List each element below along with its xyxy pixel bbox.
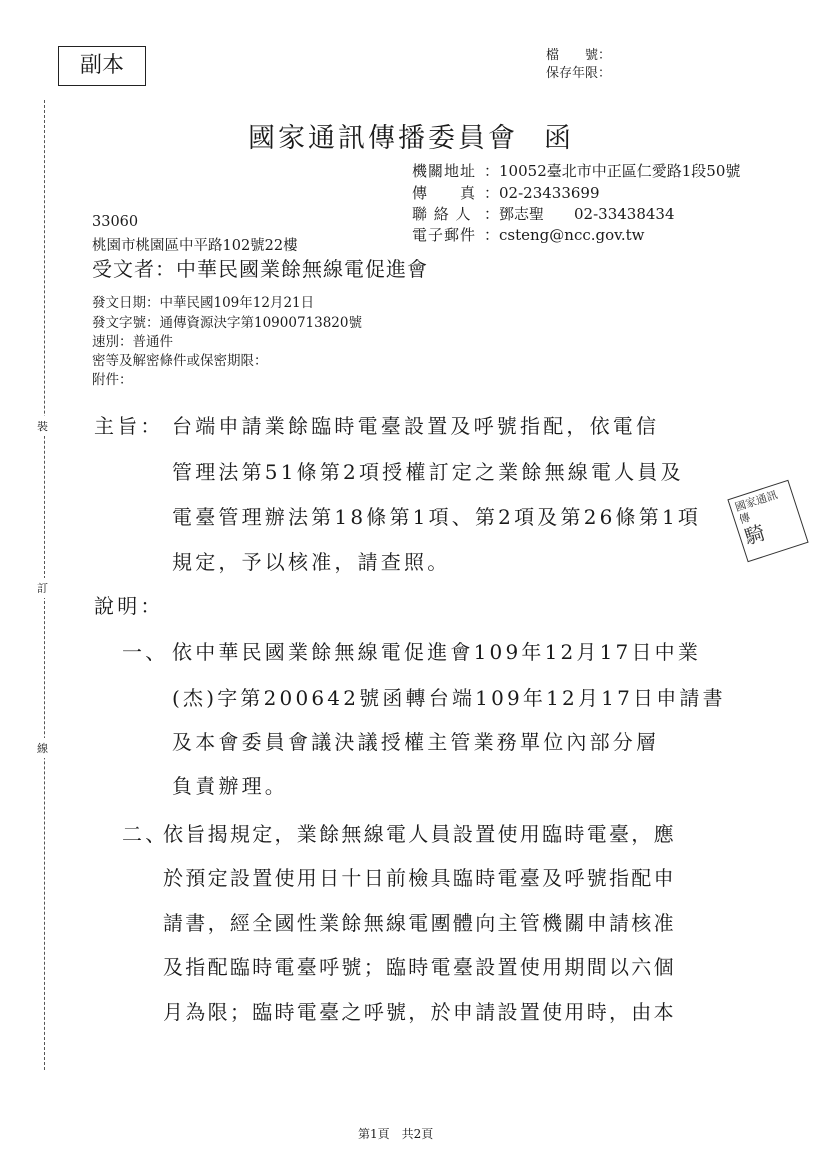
stamp-text: 國家通訊傳 (733, 488, 780, 527)
copy-stamp-box: 副本 (58, 46, 146, 86)
page-footer: 第1頁 共2頁 (358, 1127, 434, 1141)
issue-date: 發文日期：中華民國109年12月21日 (92, 295, 315, 311)
contact-value: 10052臺北市中正區仁愛路1段50號 (499, 162, 741, 180)
item-line: 於預定設置使用日十日前檢具臨時電臺及呼號指配申 (163, 866, 676, 890)
retention-label: 保存年限： (546, 66, 612, 81)
urgency: 速別：普通件 (92, 334, 173, 350)
confidentiality: 密等及解密條件或保密期限： (92, 353, 268, 369)
contact-email: 電子郵件 ：csteng@ncc.gov.tw (412, 226, 645, 244)
subject-label: 主旨： (94, 414, 164, 438)
contact-address: 機關地址 ：10052臺北市中正區仁愛路1段50號 (412, 162, 741, 180)
recipient-line: 受文者：中華民國業餘無線電促進會 (92, 257, 428, 281)
stamp-signature: 騎 (741, 520, 768, 550)
subject-line: 台端申請業餘臨時電臺設置及呼號指配，依電信 (172, 414, 660, 438)
contact-key: 聯 絡 人 (412, 205, 472, 223)
subject-line: 規定，予以核准，請查照。 (172, 550, 451, 574)
attachments: 附件： (92, 372, 133, 388)
subject-line: 電臺管理辦法第18條第1項、第2項及第26條第1項 (172, 505, 702, 529)
item-line: 及指配臨時電臺呼號；臨時電臺設置使用期間以六個 (163, 955, 676, 979)
file-number-label: 檔 號： (546, 48, 612, 63)
document-number: 發文字號：通傳資源決字第10900713820號 (92, 315, 362, 331)
agency-name: 國家通訊傳播委員會 (248, 123, 518, 154)
item-line: (杰)字第200642號函轉台端109年12月17日申請書 (172, 686, 726, 710)
recipient-address: 桃園市桃園區中平路102號22樓 (92, 238, 298, 254)
contact-value: 02-23433699 (499, 184, 600, 202)
item-line: 依中華民國業餘無線電促進會109年12月17日中業 (172, 640, 702, 664)
item-line: 負責辦理。 (172, 774, 288, 798)
contact-key: 傳 真 (412, 184, 477, 202)
contact-key: 電子郵件 (412, 226, 477, 244)
contact-value: 鄧志聖 02-33438434 (499, 205, 675, 223)
subject-line: 管理法第51條第2項授權訂定之業餘無線電人員及 (172, 460, 684, 484)
received-stamp (727, 480, 808, 563)
item-line: 月為限；臨時電臺之呼號，於申請設置使用時，由本 (163, 1000, 676, 1024)
contact-key: 機關地址 (412, 162, 477, 180)
binding-mark-ding: 訂 (37, 578, 48, 598)
binding-mark-xian: 線 (37, 738, 48, 758)
document-title (248, 116, 574, 155)
contact-fax: 傳 真 ：02-23433699 (412, 184, 600, 202)
contact-value: csteng@ncc.gov.tw (499, 226, 645, 244)
contact-person: 聯 絡 人 ：鄧志聖 02-33438434 (412, 205, 675, 223)
binding-mark-zhuang: 裝 (37, 416, 48, 436)
item-line: 依旨揭規定，業餘無線電人員設置使用臨時電臺，應 (163, 822, 676, 846)
explanation-label: 說明： (94, 594, 164, 618)
document-type: 函 (544, 123, 574, 154)
item-marker: 一、 (122, 640, 169, 664)
item-line: 及本會委員會議決議授權主管業務單位內部分層 (172, 730, 660, 754)
item-marker: 二、 (122, 822, 169, 846)
item-line: 請書，經全國性業餘無線電團體向主管機關申請核准 (163, 911, 676, 935)
postal-code: 33060 (92, 214, 139, 230)
